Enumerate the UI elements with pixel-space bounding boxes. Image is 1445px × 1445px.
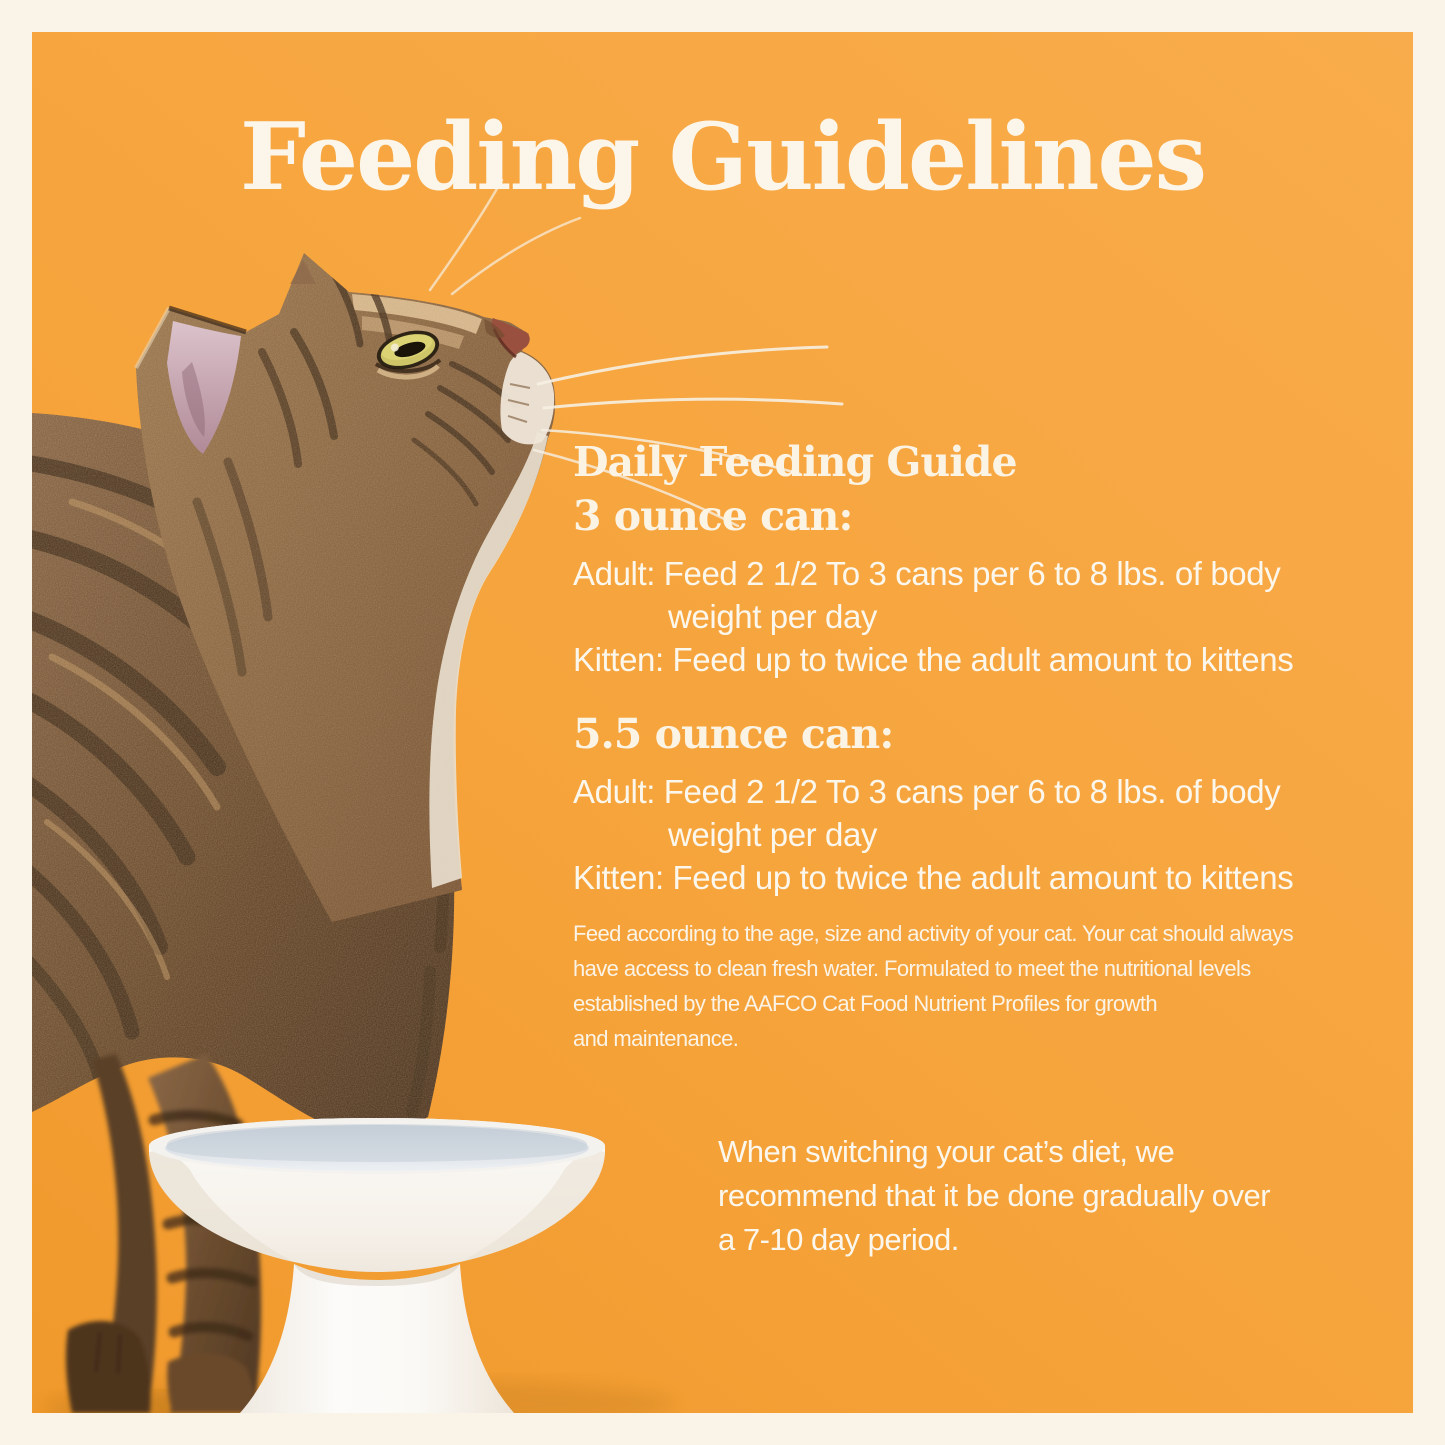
kitten-feeding-line: Kitten: Feed up to twice the adult amount to kittens	[573, 641, 1294, 678]
adult-feeding-line: Adult: Feed 2 1/2 To 3 cans per 6 to 8 lbs. of body	[573, 773, 1281, 810]
daily-feeding-guide-heading: Daily Feeding Guide	[573, 438, 1017, 486]
kitten-feeding-line: Kitten: Feed up to twice the adult amount to kittens	[573, 859, 1294, 896]
transition-note-line: a 7-10 day period.	[718, 1222, 959, 1257]
page-title: Feeding Guidelines	[239, 102, 1206, 211]
adult-feeding-line-wrap: weight per day	[668, 816, 878, 853]
transition-note-line: When switching your cat’s diet, we	[718, 1134, 1175, 1169]
fine-print-line: established by the AAFCO Cat Food Nutrient Profiles for growth	[573, 991, 1157, 1016]
fine-print-line: have access to clean fresh water. Formulated to meet the nutritional levels	[573, 956, 1251, 981]
poster-canvas	[32, 32, 1413, 1413]
adult-feeding-line: Adult: Feed 2 1/2 To 3 cans per 6 to 8 lbs. of body	[573, 555, 1281, 592]
feeding-section-3oz	[573, 552, 1293, 681]
adult-feeding-line-wrap: weight per day	[668, 598, 878, 635]
fine-print-line: Feed according to the age, size and activity of your cat. Your cat should always	[573, 921, 1294, 946]
feeding-section-5-5oz	[573, 770, 1293, 899]
transition-note-line: recommend that it be done gradually over	[718, 1178, 1271, 1213]
can-size-heading-5-5oz: 5.5 ounce can:	[573, 710, 894, 758]
can-size-heading-3oz: 3 ounce can:	[573, 492, 853, 540]
fine-print-line: and maintenance.	[573, 1026, 739, 1051]
fine-print	[573, 916, 1293, 1056]
transition-note	[718, 1130, 1270, 1262]
bowl-pedestal	[240, 1264, 514, 1413]
